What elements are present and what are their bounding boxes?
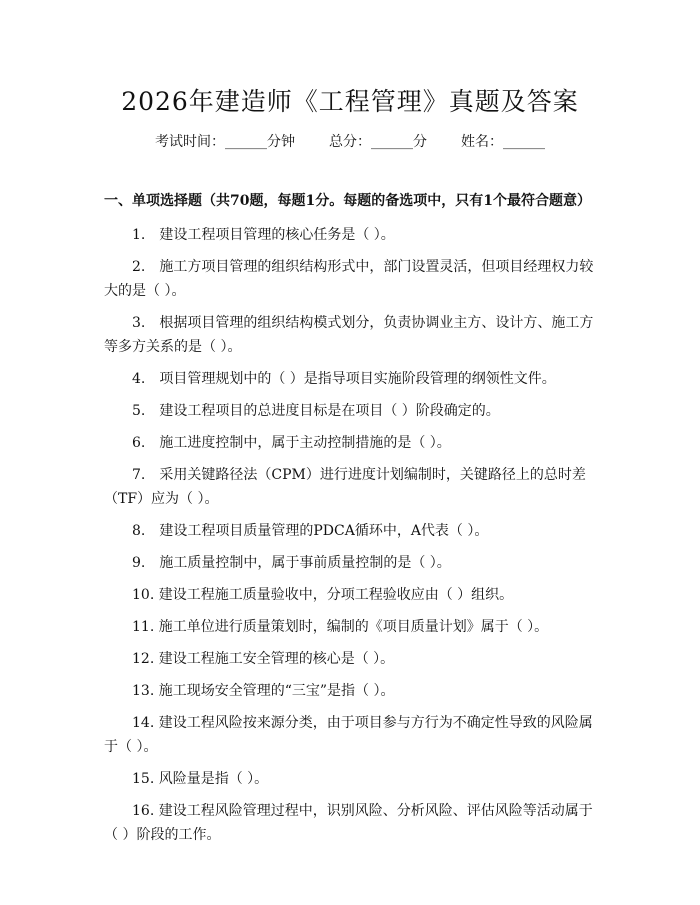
question-item: 2. 施工方项目管理的组织结构形式中，部门设置灵活，但项目经理权力较大的是（ ）。 bbox=[104, 259, 594, 299]
exam-time-field: 考试时间：______分钟 bbox=[155, 134, 295, 150]
question-item: 7. 采用关键路径法（CPM）进行进度计划编制时，关键路径上的总时差（TF）应为（ ）。 bbox=[104, 467, 586, 507]
question-item: 1. 建设工程项目管理的核心任务是（ ）。 bbox=[132, 227, 395, 243]
name-field: 姓名：______ bbox=[461, 134, 545, 150]
section-heading: 一、单项选择题（共70题，每题1分。每题的备选项中，只有1个最符合题意） bbox=[104, 193, 591, 209]
question-item: 3. 根据项目管理的组织结构模式划分，负责协调业主方、设计方、施工方等多方关系的是（ ）。 bbox=[104, 315, 594, 355]
question-list bbox=[104, 223, 602, 855]
exam-info-row bbox=[0, 131, 700, 151]
page-title: 2026年建造师《工程管理》真题及答案 bbox=[121, 87, 579, 116]
question-item: 15. 风险量是指（ ）。 bbox=[132, 771, 269, 787]
question-item: 9. 施工质量控制中，属于事前质量控制的是（ ）。 bbox=[132, 555, 451, 571]
question-item: 6. 施工进度控制中，属于主动控制措施的是（ ）。 bbox=[132, 435, 451, 451]
total-score-field: 总分：______分 bbox=[329, 134, 427, 150]
question-item: 5. 建设工程项目的总进度目标是在项目（ ）阶段确定的。 bbox=[132, 403, 500, 419]
question-item: 8. 建设工程项目质量管理的PDCA循环中，A代表（ ）。 bbox=[132, 523, 489, 539]
question-item: 14. 建设工程风险按来源分类，由于项目参与方行为不确定性导致的风险属于（ ）。 bbox=[104, 715, 593, 755]
question-item: 4. 项目管理规划中的（ ）是指导项目实施阶段管理的纲领性文件。 bbox=[132, 371, 556, 387]
question-item: 11. 施工单位进行质量策划时，编制的《项目质量计划》属于（ ）。 bbox=[132, 619, 549, 635]
question-item: 16. 建设工程风险管理过程中，识别风险、分析风险、评估风险等活动属于（ ）阶段的工作。 bbox=[104, 803, 593, 843]
question-item: 10. 建设工程施工质量验收中，分项工程验收应由（ ）组织。 bbox=[132, 587, 514, 603]
question-item: 12. 建设工程施工安全管理的核心是（ ）。 bbox=[132, 651, 395, 667]
question-item: 13. 施工现场安全管理的“三宝”是指（ ）。 bbox=[132, 683, 395, 699]
